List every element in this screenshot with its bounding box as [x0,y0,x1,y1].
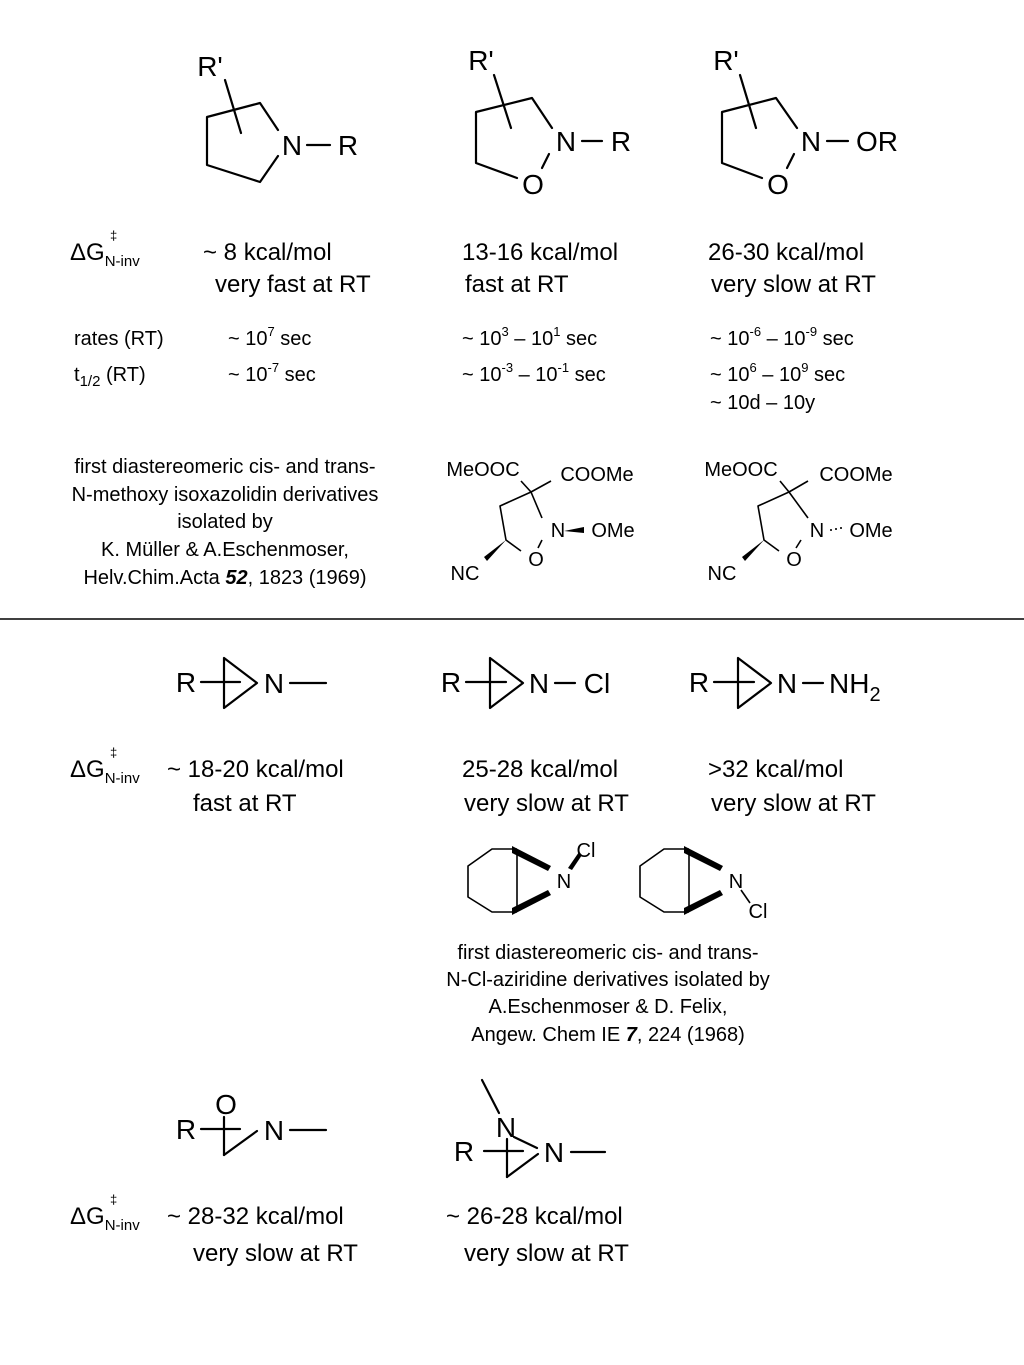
svg-text:R: R [453,1136,475,1167]
svg-text:‡: ‡ [110,745,118,760]
svg-text:N: N [550,520,566,542]
rate-isoxazolidine: ~ $10^3 - 10^1$ sec [462,324,598,350]
svg-text:first diastereomeric cis- and: first diastereomeric cis- and trans- [457,942,759,964]
or-label: OR [856,126,898,157]
speed-n-methyl-aziridine: fast at RT [193,790,297,817]
delta-g-label-row2 [70,745,140,787]
trans-n-methoxy-isoxazolidine [704,459,892,585]
r-label: R [337,130,359,161]
svg-text:MeOOC: MeOOC [704,459,778,481]
rate-n-alkoxy: ~ $10^{-6} - 10^{-9}$ sec [710,324,854,350]
svg-text:N-methoxy isoxazolidin derivat: N-methoxy isoxazolidin derivatives [71,484,379,506]
note-aziridine-reference [446,942,769,1046]
r-prime-label: R' [713,45,739,76]
svg-text:N: N [543,1137,565,1168]
svg-text:R: R [175,667,197,698]
svg-text:R: R [440,667,462,698]
svg-text:OMe: OMe [591,520,635,542]
svg-text:COOMe: COOMe [560,464,634,486]
rate-pyrrolidine: ~ $10^7$ sec [228,324,312,350]
svg-text:K. Müller & A.Eschenmoser,: K. Müller & A.Eschenmoser, [101,539,349,561]
svg-text:R: R [175,1114,197,1145]
speed-diaziridine: very slow at RT [464,1240,629,1267]
o-atom-label: O [522,169,544,200]
energy-pyrrolidine: ~ 8 kcal/mol [203,239,332,266]
oxaziridine-structure [176,1089,326,1155]
svg-text:N: N [556,871,572,893]
svg-text:O: O [215,1089,237,1120]
svg-text:OMe: OMe [849,520,893,542]
note-isoxazolidin-reference [72,456,379,589]
svg-text:Cl: Cl [576,840,596,862]
svg-text:N-Cl-aziridine derivatives iso: N-Cl-aziridine derivatives isolated by [446,969,770,991]
half-life-n-alkoxy: ~ $10^6 - 10^9$ sec [710,360,846,386]
n-atom-label: N [281,130,303,161]
svg-text:N: N [728,871,744,893]
half-life-pyrrolidine: ~ $10^{-7}$ sec [228,360,316,386]
o-atom-label: O [767,169,789,200]
energy-n-chloro-aziridine: 25-28 kcal/mol [462,756,619,783]
svg-text:R: R [688,667,710,698]
svg-text:ΔGN-inv: $\Delta G_{N-inv}$ [70,756,140,787]
svg-text:Angew. Chem IE 7, 224 (1968): Angew. Chem IE 7, 224 (1968) [471,1024,745,1046]
r-prime-label: R' [468,45,494,76]
svg-text:N: N [809,520,825,542]
svg-text:N: N [776,668,798,699]
n-amino-aziridine-structure [689,658,881,708]
delta-g-label-row3 [70,1192,140,1234]
svg-text:ΔGN-inv: $\Delta G_{N-inv}$ [70,1203,140,1234]
n-chloro-aziridine-structure [441,658,610,708]
half-life-isoxazolidine: ~ $10^{-3} - 10^{-1}$ sec [462,360,606,386]
energy-diaziridine: ~ 26-28 kcal/mol [446,1203,623,1230]
svg-text:first diastereomeric cis- and: first diastereomeric cis- and trans- [74,456,376,478]
svg-text:NC: NC [707,563,737,585]
diaziridine-structure [454,1080,605,1177]
svg-text:NH2: $NH_2$ [829,668,881,706]
energy-n-amino-aziridine: >32 kcal/mol [708,756,844,783]
svg-text:MeOOC: MeOOC [446,459,520,481]
rates-label: rates (RT) [74,328,164,350]
n-alkoxy-isoxazolidine-structure [713,45,898,200]
svg-text:N: N [495,1112,517,1143]
svg-text:Cl: Cl [748,901,768,923]
speed-oxaziridine: very slow at RT [193,1240,358,1267]
svg-text:N: N [528,668,550,699]
energy-n-methyl-aziridine: ~ 18-20 kcal/mol [167,756,344,783]
n-atom-label: N [555,126,577,157]
speed-n-chloro-aziridine: very slow at RT [464,790,629,817]
speed-pyrrolidine: very fast at RT [215,271,371,298]
isoxazolidine-structure [468,45,631,200]
r-prime-label: R' [197,51,223,82]
svg-text:O: O [786,549,802,571]
svg-text:O: O [528,549,544,571]
svg-text:isolated by: isolated by [177,511,273,533]
svg-text:Cl: Cl [583,668,611,699]
energy-isoxazolidine: 13-16 kcal/mol [462,239,619,266]
svg-text:Helv.Chim.Acta 52, 1823 (1969): Helv.Chim.Acta 52, 1823 (1969) [83,567,367,589]
r-label: R [610,126,632,157]
trans-n-chloro-bicyclic-aziridine [640,846,767,923]
svg-text:‡: ‡ [110,1192,118,1207]
speed-n-alkoxy: very slow at RT [711,271,876,298]
svg-text:NC: NC [450,563,480,585]
delta-g-label-row1 [70,228,140,270]
svg-text:ΔGN-inv: $\Delta G_{N-inv}$ [70,239,140,270]
half-life-label: $t_{1/2}$ (RT) [74,364,146,390]
pyrrolidine-structure [197,51,358,182]
svg-text:N: N [263,1115,285,1146]
svg-text:A.Eschenmoser & D. Felix,: A.Eschenmoser & D. Felix, [488,996,728,1018]
cis-n-methoxy-isoxazolidine [446,459,634,585]
speed-isoxazolidine: fast at RT [465,271,569,298]
speed-n-amino-aziridine: very slow at RT [711,790,876,817]
n-atom-label: N [800,126,822,157]
svg-text:N: N [263,668,285,699]
energy-n-alkoxy: 26-30 kcal/mol [708,239,865,266]
svg-text:‡: ‡ [110,228,118,243]
n-methyl-aziridine-structure [176,658,326,708]
energy-oxaziridine: ~ 28-32 kcal/mol [167,1203,344,1230]
svg-text:COOMe: COOMe [819,464,893,486]
cis-n-chloro-bicyclic-aziridine [468,840,595,915]
half-life-n-alkoxy-days: ~ 10d – 10y [710,392,816,414]
